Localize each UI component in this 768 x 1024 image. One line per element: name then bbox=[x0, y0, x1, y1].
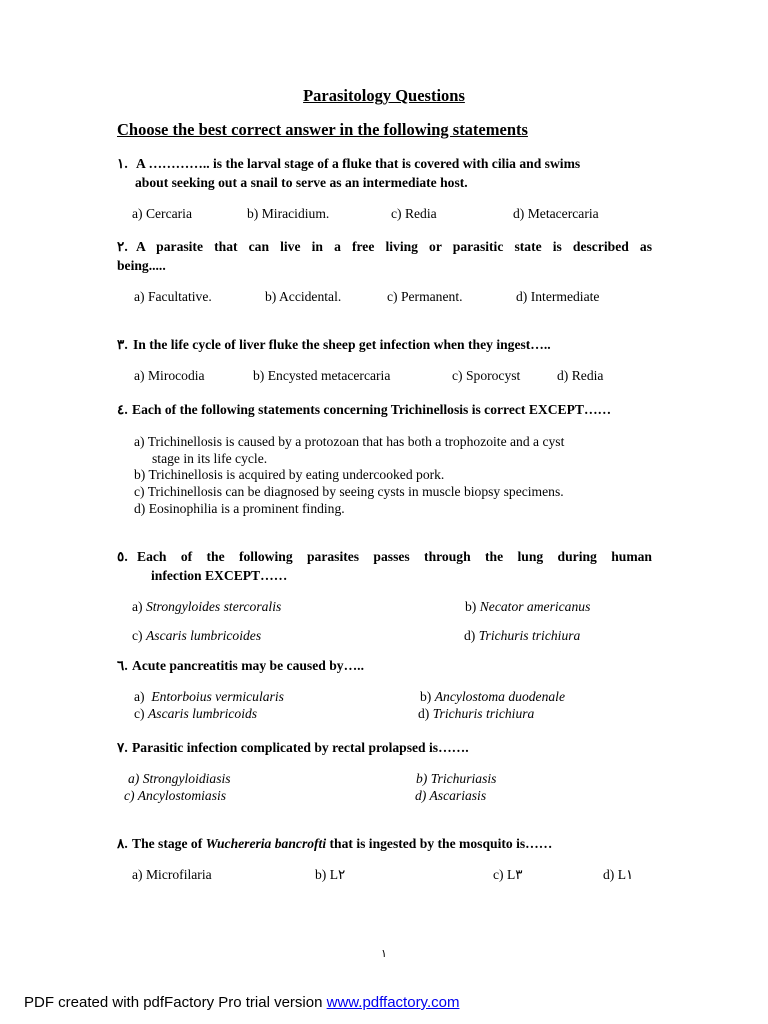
q4-option-b: b) Trichinellosis is acquired by eating undercooked pork. bbox=[134, 467, 445, 482]
pdf-footer bbox=[24, 994, 459, 1011]
q8-number: ٨. bbox=[117, 836, 128, 851]
q3-number: ٣. bbox=[117, 337, 128, 352]
footer-text: PDF created with pdfFactory Pro trial version bbox=[24, 994, 323, 1011]
q6-option-a bbox=[134, 689, 284, 705]
q1-option-a: a) Cercaria bbox=[132, 206, 192, 221]
q7-number: ٧. bbox=[117, 740, 128, 755]
q7-option-c: c) Ancylostomiasis bbox=[124, 788, 227, 803]
q5-option-a-text: Strongyloides stercoralis bbox=[145, 599, 282, 614]
q5-option-d bbox=[464, 628, 580, 644]
q8-option-d: d) L١ bbox=[603, 867, 634, 882]
q5-text-line1: Each of the following parasites passes through the lung during human bbox=[137, 549, 652, 564]
q6-number: ٦. bbox=[117, 658, 128, 673]
q5-option-d-text: Trichuris trichiura bbox=[478, 628, 581, 643]
q3-option-d: d) Redia bbox=[557, 368, 604, 383]
q6-option-c-text: Ascaris lumbricoids bbox=[147, 706, 258, 721]
q5-option-b-letter: b) bbox=[465, 599, 477, 614]
q4-option-d: d) Eosinophilia is a prominent finding. bbox=[134, 501, 345, 516]
q3-option-c: c) Sporocyst bbox=[452, 368, 521, 383]
q7-option-d: d) Ascariasis bbox=[415, 788, 487, 803]
q7-option-b: b) Trichuriasis bbox=[416, 771, 497, 786]
q2-option-b: b) Accidental. bbox=[265, 289, 342, 304]
q8-species: Wuchereria bancrofti bbox=[205, 836, 327, 851]
q4-number: ٤. bbox=[117, 402, 128, 417]
q1-number: ١. bbox=[117, 156, 128, 171]
q6-option-a-text: Entorboius vermicularis bbox=[151, 689, 284, 704]
q6-text: Acute pancreatitis may be caused by….. bbox=[132, 658, 364, 673]
page-number: ١ bbox=[381, 948, 387, 960]
q8-option-a: a) Microfilaria bbox=[132, 867, 212, 882]
q2-option-c: c) Permanent. bbox=[387, 289, 463, 304]
q6-option-c-letter: c) bbox=[134, 706, 145, 721]
q4-option-c: c) Trichinellosis can be diagnosed by seeing cysts in muscle biopsy specimens. bbox=[134, 484, 564, 499]
q5-option-a-letter: a) bbox=[132, 599, 143, 614]
q7-option-a: a) Strongyloidiasis bbox=[128, 771, 231, 786]
q6-option-c bbox=[134, 706, 257, 722]
q6-option-d-text: Trichuris trichiura bbox=[432, 706, 535, 721]
q5-option-c-text: Ascaris lumbricoides bbox=[145, 628, 262, 643]
q5-number: ٥. bbox=[117, 549, 128, 564]
q5-option-c-letter: c) bbox=[132, 628, 143, 643]
q1-option-d: d) Metacercaria bbox=[513, 206, 599, 221]
q3-text: In the life cycle of liver fluke the sheep get infection when they ingest….. bbox=[133, 337, 551, 352]
q5-option-b bbox=[465, 599, 590, 615]
q4-option-a-line1: a) Trichinellosis is caused by a protozoan that has both a trophozoite and a cyst bbox=[134, 434, 565, 449]
q5-option-a bbox=[132, 599, 281, 615]
q6-option-d-letter: d) bbox=[418, 706, 430, 721]
q1-text-line2: about seeking out a snail to serve as an intermediate host. bbox=[135, 175, 468, 190]
q2-option-a: a) Facultative. bbox=[134, 289, 212, 304]
q6-option-b-letter: b) bbox=[420, 689, 432, 704]
q5-option-c bbox=[132, 628, 261, 644]
q7-text: Parasitic infection complicated by rectal prolapsed is……. bbox=[132, 740, 469, 755]
q6-option-b-text: Ancylostoma duodenale bbox=[434, 689, 565, 704]
section-heading: Choose the best correct answer in the following statements bbox=[117, 120, 528, 139]
q1-option-c: c) Redia bbox=[391, 206, 437, 221]
q1-option-b: b) Miracidium. bbox=[247, 206, 330, 221]
q6-option-a-letter: a) bbox=[134, 689, 145, 704]
q5-option-b-text: Necator americanus bbox=[479, 599, 591, 614]
q5-option-d-letter: d) bbox=[464, 628, 476, 643]
pdffactory-link[interactable]: www.pdffactory.com bbox=[326, 994, 460, 1011]
q8-option-c: c) L٣ bbox=[493, 867, 523, 882]
q4-text: Each of the following statements concerning Trichinellosis is correct EXCEPT…… bbox=[132, 402, 612, 417]
q4-option-a-line2: stage in its life cycle. bbox=[152, 451, 268, 466]
q1-text-line1: A ………….. is the larval stage of a fluke that is covered with cilia and swims bbox=[136, 156, 581, 171]
q2-text-line1: A parasite that can live in a free living or parasitic state is described as bbox=[136, 239, 652, 254]
q6-option-b bbox=[420, 689, 565, 705]
q8-text-before: The stage of bbox=[132, 836, 203, 851]
q2-text-line2: being..... bbox=[117, 258, 166, 273]
q8-option-b: b) L٢ bbox=[315, 867, 346, 882]
q2-option-d: d) Intermediate bbox=[516, 289, 600, 304]
q3-option-a: a) Mirocodia bbox=[134, 368, 205, 383]
q2-number: ٢. bbox=[117, 239, 128, 254]
q3-option-b: b) Encysted metacercaria bbox=[253, 368, 391, 383]
q8-text-after: that is ingested by the mosquito is…… bbox=[329, 836, 553, 851]
q8-text bbox=[132, 836, 552, 852]
page-title: Parasitology Questions bbox=[303, 86, 465, 105]
q6-option-d bbox=[418, 706, 534, 722]
q5-text-line2: infection EXCEPT…… bbox=[151, 568, 288, 583]
